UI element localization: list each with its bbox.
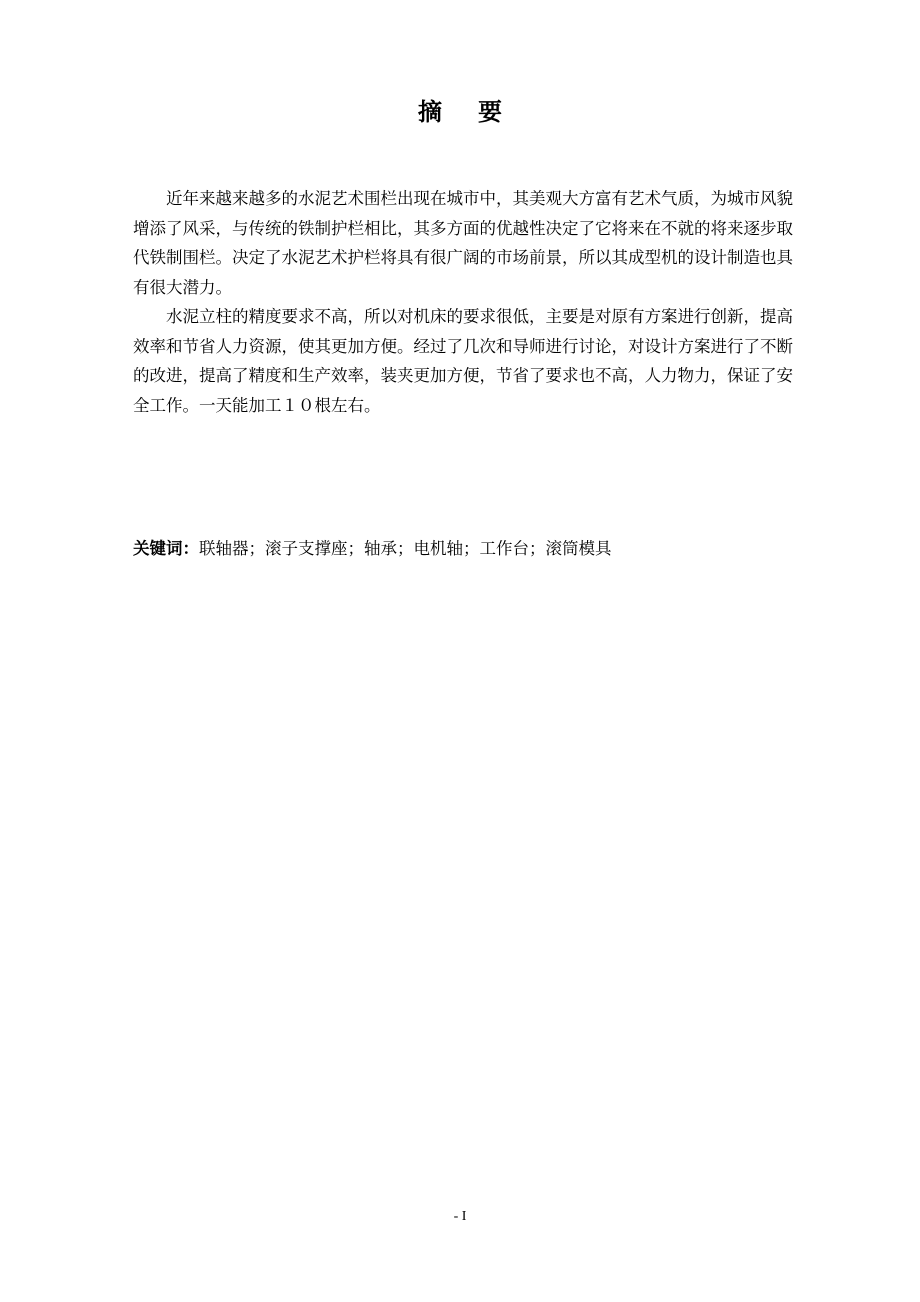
page-title: 摘要 xyxy=(418,98,538,126)
page-number: - I xyxy=(453,1209,467,1224)
keywords-list: 联轴器；滚子支撑座；轴承；电机轴；工作台；滚筒模具 xyxy=(199,539,612,558)
abstract-body xyxy=(133,184,793,420)
keywords-line xyxy=(133,535,793,563)
abstract-paragraph-1: 近年来越来越多的水泥艺术围栏出现在城市中，其美观大方富有艺术气质，为城市风貌增添了风采，与传统的铁制护栏相比，其多方面的优越性决定了它将来在不就的将来逐步取代铁制围栏。决定了水泥艺术护栏将具有很广阔的市场前景，所以其成型机的设计制造也具有很大潜力。 xyxy=(133,189,793,297)
keywords-label: 关键词： xyxy=(133,539,199,558)
abstract-paragraph-2: 水泥立柱的精度要求不高，所以对机床的要求很低，主要是对原有方案进行创新，提高效率和节省人力资源，使其更加方便。经过了几次和导师进行讨论，对设计方案进行了不断的改进，提高了精度和生产效率，装夹更加方便，节省了要求也不高，人力物力，保证了安全工作。一天能加工１０根左右。 xyxy=(133,307,793,415)
